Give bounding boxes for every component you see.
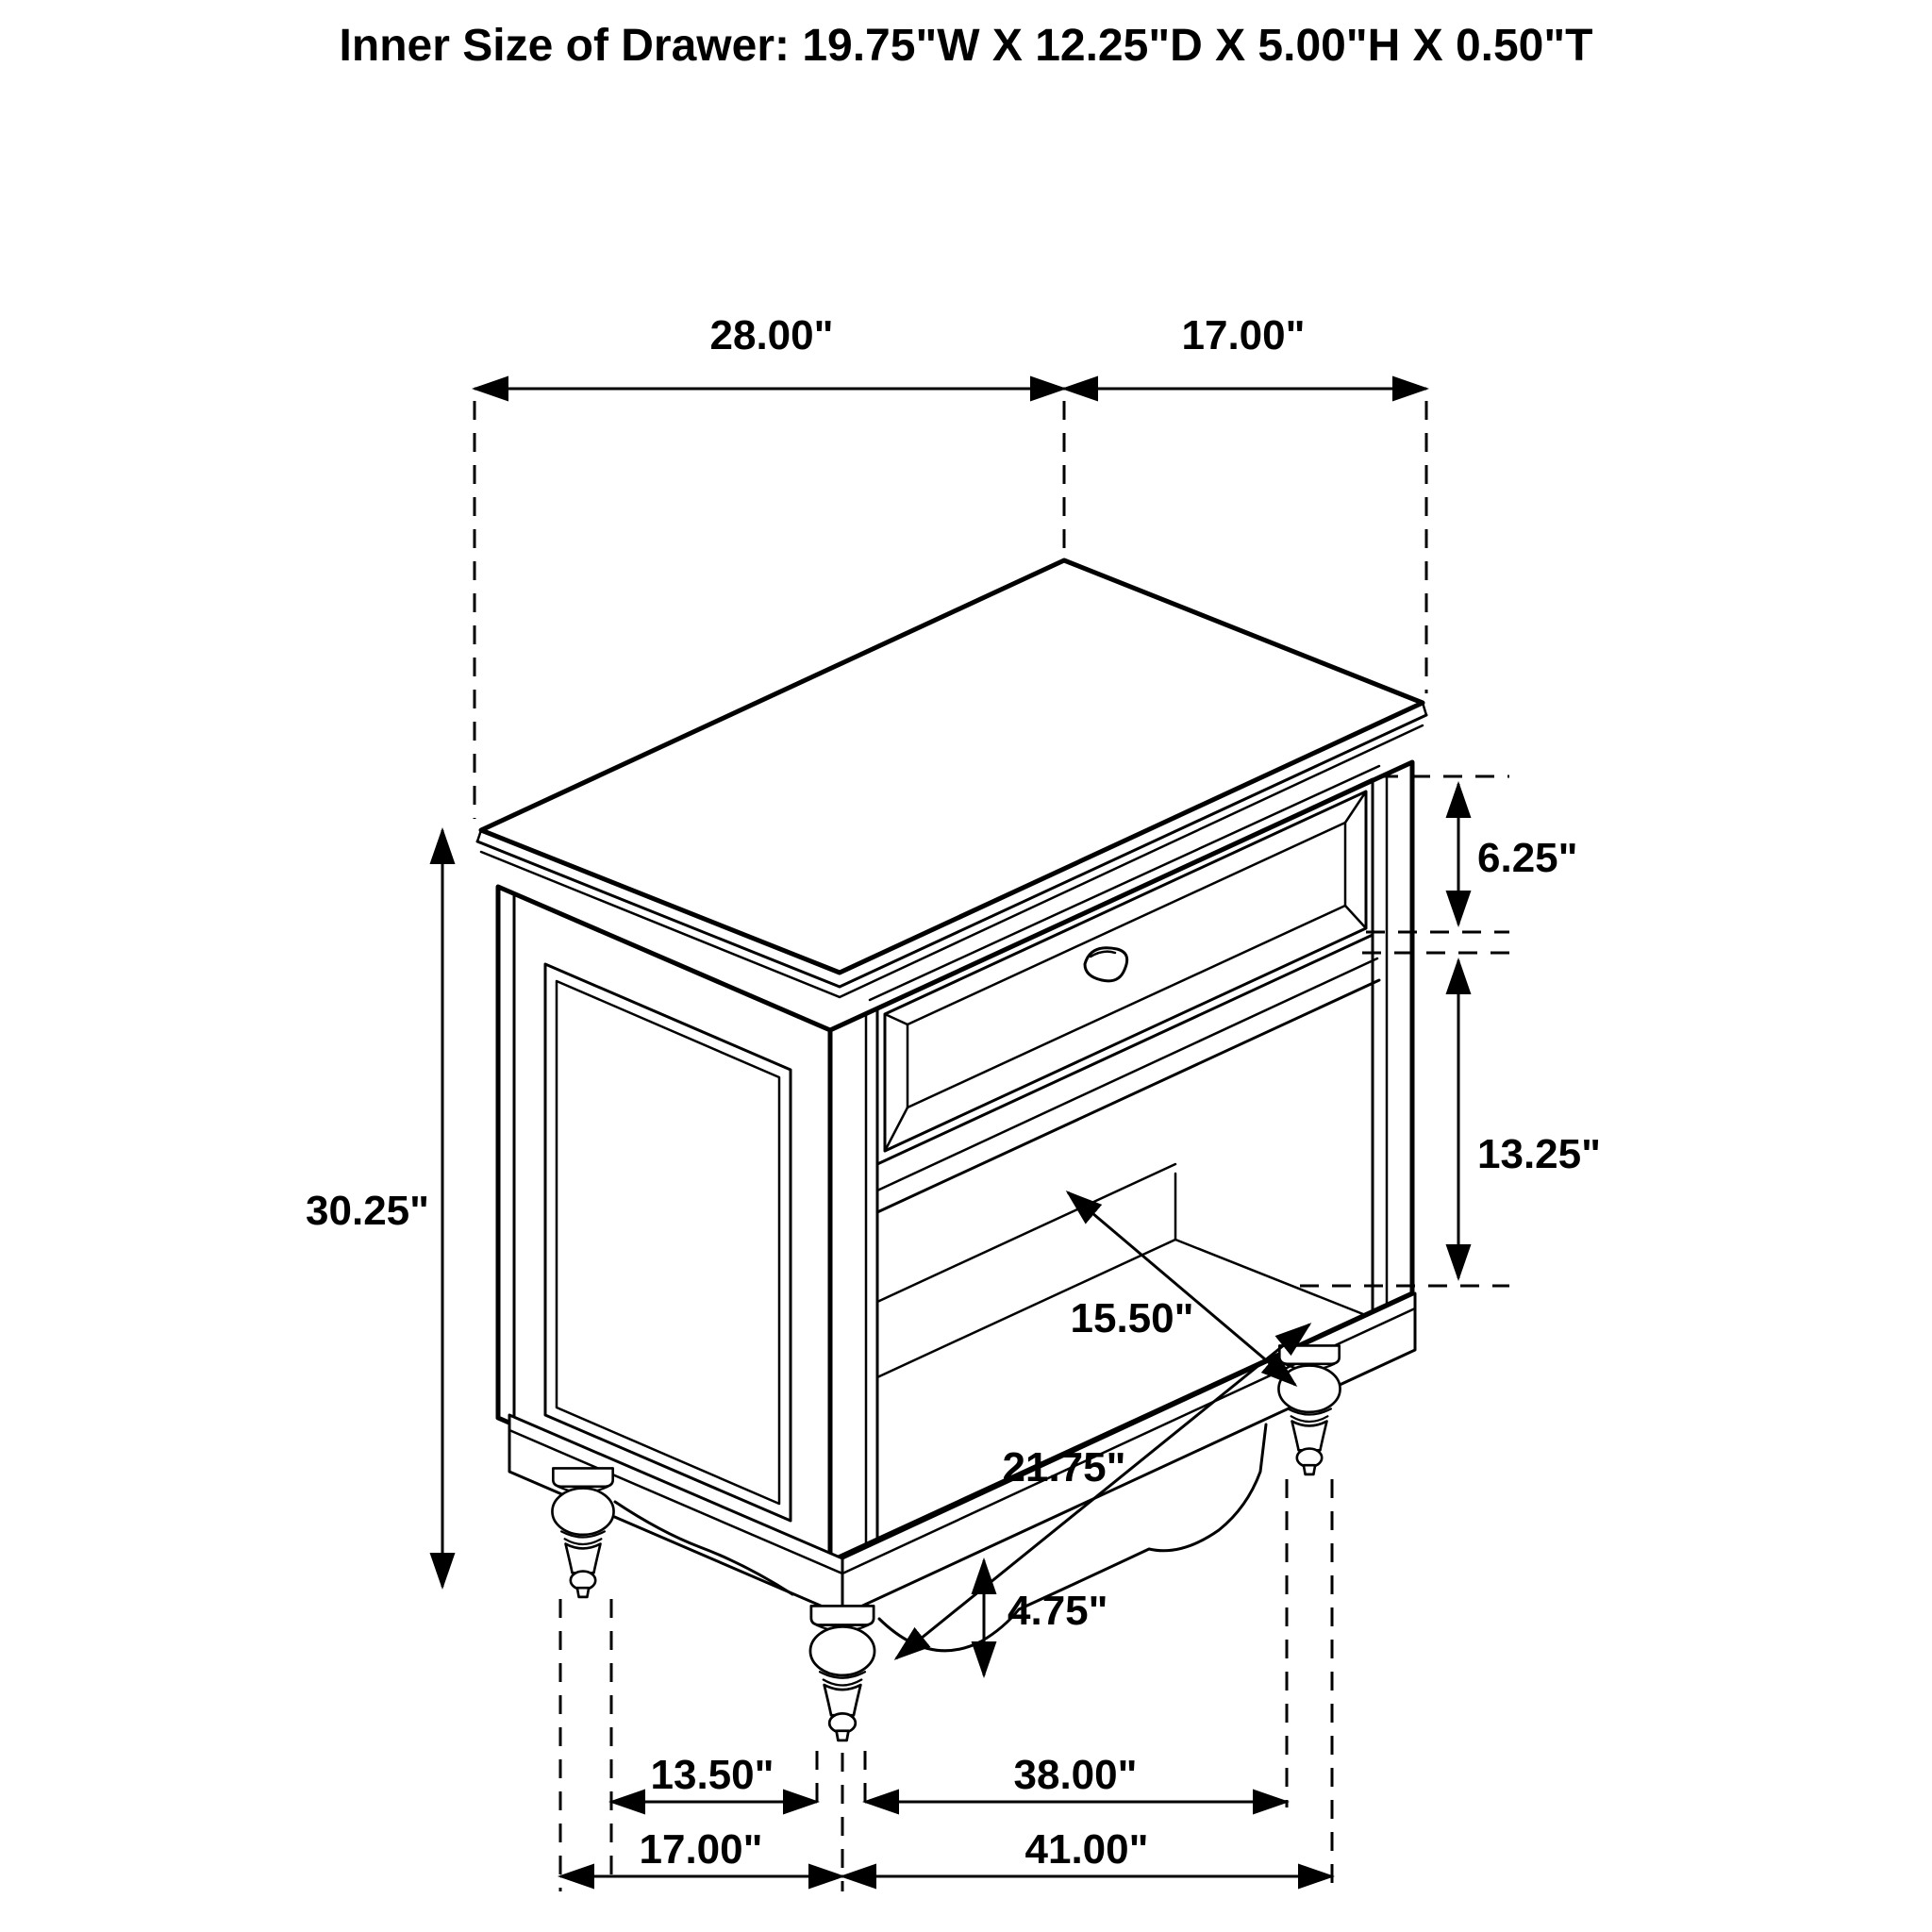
page-title: Inner Size of Drawer: 19.75"W X 12.25"D X 5.00"H X 0.50"T: [339, 21, 1593, 71]
label-leg-clearance: 4.75": [1008, 1588, 1108, 1634]
label-footprint-depth: 17.00": [639, 1826, 763, 1873]
label-shelf-depth: 15.50": [1070, 1295, 1194, 1341]
dim-footprint-row: [560, 1826, 1332, 1876]
dim-overall-height: [306, 830, 442, 1587]
front-leg: [810, 1606, 874, 1740]
label-drawer-face-height: 6.25": [1477, 835, 1578, 881]
nightstand-drawing: [477, 560, 1426, 1740]
label-footprint-width: 41.00": [1024, 1826, 1149, 1873]
label-top-depth: 17.00": [1181, 312, 1306, 358]
left-leg: [552, 1468, 613, 1596]
label-top-width: 28.00": [709, 312, 834, 358]
dim-leg-spacing-row: [611, 1752, 1287, 1802]
label-overall-height: 30.25": [306, 1188, 429, 1234]
label-opening-width: 21.75": [1002, 1444, 1126, 1491]
label-leg-span-width: 38.00": [1013, 1752, 1138, 1798]
label-front-leg-spacing: 13.50": [650, 1752, 774, 1798]
label-opening-height: 13.25": [1477, 1131, 1601, 1177]
